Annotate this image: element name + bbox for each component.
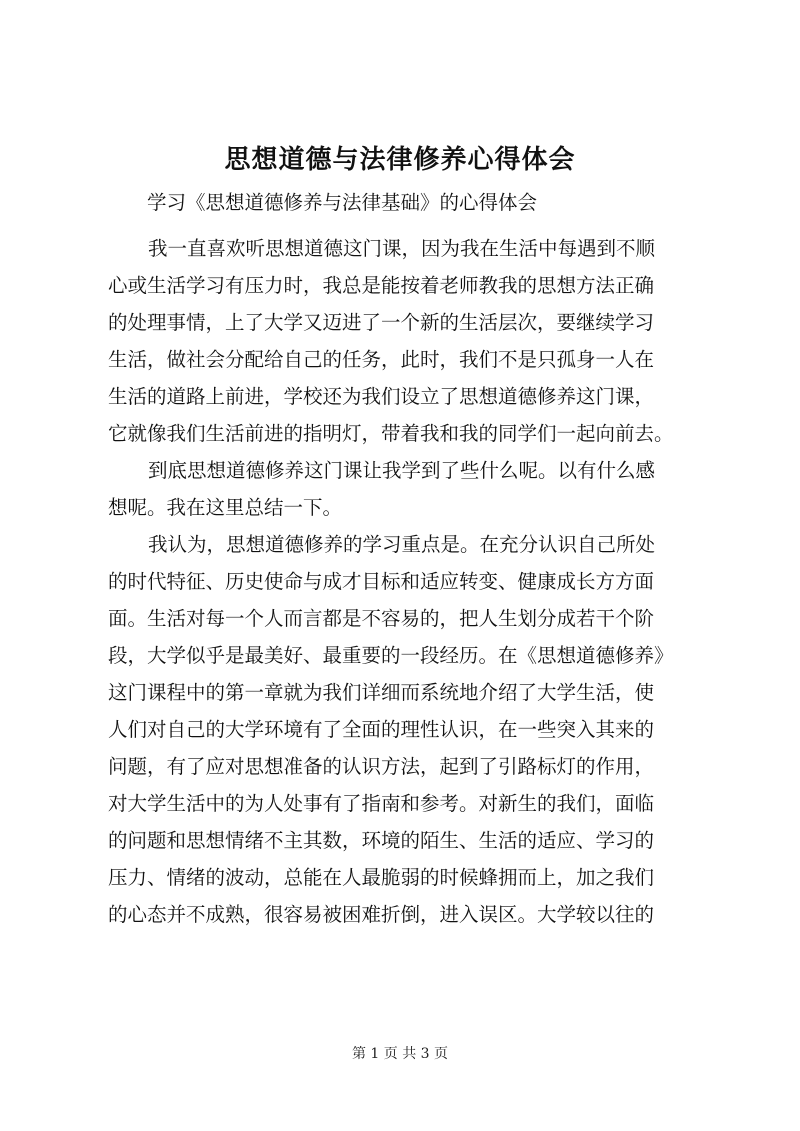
document-title: 思想道德与法律修养心得体会 bbox=[224, 145, 576, 175]
text-line: 心或生活学习有压力时，我总是能按着老师教我的思想方法正确 bbox=[108, 274, 655, 297]
text-line: 面。生活对每一个人而言都是不容易的，把人生划分成若干个阶 bbox=[108, 607, 655, 630]
text-line: 的问题和思想情绪不主其数，环境的陌生、生活的适应、学习的 bbox=[108, 829, 655, 852]
text-line: 的心态并不成熟，很容易被困难折倒，进入误区。大学较以往的 bbox=[108, 903, 655, 926]
document-subtitle: 学习《思想道德修养与法律基础》的心得体会 bbox=[147, 191, 538, 214]
document-body bbox=[108, 230, 718, 933]
paragraph-1 bbox=[108, 230, 718, 452]
paragraph-3 bbox=[108, 526, 718, 933]
text-line: 它就像我们生活前进的指明灯，带着我和我的同学们一起向前去。 bbox=[108, 422, 674, 445]
text-line: 生活的道路上前进，学校还为我们设立了思想道德修养这门课， bbox=[108, 385, 655, 408]
text-line: 人们对自己的大学环境有了全面的理性认识，在一些突入其来的 bbox=[108, 718, 655, 741]
text-line: 的处理事情，上了大学又迈进了一个新的生活层次，要继续学习 bbox=[108, 311, 655, 334]
text-line: 压力、情绪的波动，总能在人最脆弱的时候蜂拥而上，加之我们 bbox=[108, 866, 655, 889]
text-line: 到底思想道德修养这门课让我学到了些什么呢。以有什么感 bbox=[148, 459, 656, 482]
text-line: 对大学生活中的为人处事有了指南和参考。对新生的我们，面临 bbox=[108, 792, 655, 815]
paragraph-2 bbox=[108, 452, 718, 526]
text-line: 这门课程中的第一章就为我们详细而系统地介绍了大学生活，使 bbox=[108, 681, 655, 704]
text-line: 我一直喜欢听思想道德这门课，因为我在生活中每遇到不顺 bbox=[148, 237, 656, 260]
text-line: 生活，做社会分配给自己的任务，此时，我们不是只孤身一人在 bbox=[108, 348, 655, 371]
text-line: 我认为，思想道德修养的学习重点是。在充分认识自己所处 bbox=[148, 533, 656, 556]
text-line: 段，大学似乎是最美好、最重要的一段经历。在《思想道德修养》 bbox=[108, 644, 674, 667]
text-line: 的时代特征、历史使命与成才目标和适应转变、健康成长方方面 bbox=[108, 570, 655, 593]
page-footer: 第 1 页 共 3 页 bbox=[351, 1046, 449, 1062]
text-line: 问题，有了应对思想准备的认识方法，起到了引路标灯的作用， bbox=[108, 755, 655, 778]
text-line: 想呢。我在这里总结一下。 bbox=[108, 496, 343, 519]
